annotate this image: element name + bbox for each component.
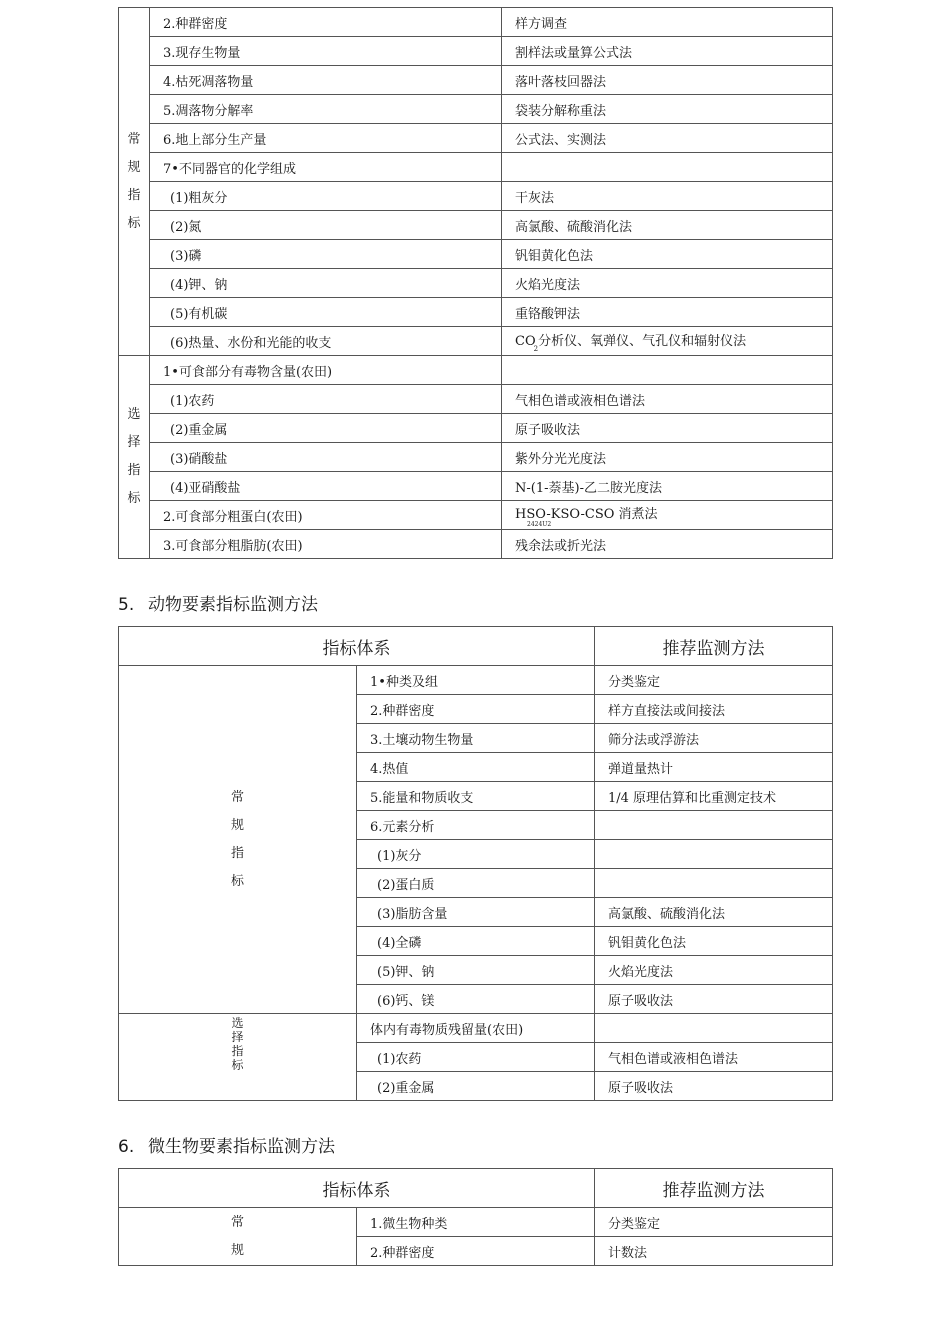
method-cell: 样方调查 [502, 8, 833, 37]
method-cell: N-(1-萘基)-乙二胺光度法 [502, 472, 833, 501]
indicator-cell: 4.热值 [357, 753, 595, 782]
method-cell: 紫外分光光度法 [502, 443, 833, 472]
table-row [119, 666, 833, 695]
indicator-cell: (2)氮 [150, 211, 502, 240]
section-number: 5. [118, 595, 135, 615]
method-cell: 残余法或折光法 [502, 530, 833, 559]
indicator-cell: 6.地上部分生产量 [150, 124, 502, 153]
method-prefix: CO [515, 333, 536, 349]
method-cell: 钒钼黄化色法 [595, 927, 833, 956]
header-recommended-method: 推荐监测方法 [595, 1169, 833, 1208]
section-number: 6. [118, 1137, 135, 1157]
method-cell [595, 811, 833, 840]
indicator-cell: 3.土壤动物生物量 [357, 724, 595, 753]
table-row [119, 95, 833, 124]
indicator-cell: 1•种类及组 [357, 666, 595, 695]
indicator-cell: (6)热量、水份和光能的收支 [150, 327, 502, 356]
table-row [119, 298, 833, 327]
indicator-cell: 2.种群密度 [357, 1237, 595, 1266]
method-cell [502, 153, 833, 182]
table-row [119, 1208, 833, 1237]
table-row [119, 414, 833, 443]
indicator-cell: 7•不同器官的化学组成 [150, 153, 502, 182]
table-row [119, 37, 833, 66]
category-label-cell [119, 356, 150, 559]
table-row [119, 124, 833, 153]
table-row [119, 211, 833, 240]
table-row [119, 153, 833, 182]
indicator-cell: (2)重金属 [357, 1072, 595, 1101]
table-row [119, 501, 833, 530]
method-cell [595, 1014, 833, 1043]
table-row [119, 66, 833, 95]
method-cell [502, 501, 833, 530]
method-cell [595, 869, 833, 898]
table-row [119, 356, 833, 385]
method-cell: 火焰光度法 [502, 269, 833, 298]
method-cell: 弹道量热计 [595, 753, 833, 782]
indicator-cell: (1)农药 [150, 385, 502, 414]
indicator-cell: (2)蛋白质 [357, 869, 595, 898]
table-row [119, 182, 833, 211]
indicator-cell: 1.微生物种类 [357, 1208, 595, 1237]
section-6-title [118, 1132, 335, 1157]
table-row [119, 240, 833, 269]
table-row [119, 8, 833, 37]
table-row [119, 1014, 833, 1043]
indicator-cell: (3)磷 [150, 240, 502, 269]
plant-indicator-table [118, 7, 833, 559]
method-cell: 公式法、实测法 [502, 124, 833, 153]
indicator-cell: 3.可食部分粗脂肪(农田) [150, 530, 502, 559]
indicator-cell: (1)农药 [357, 1043, 595, 1072]
section-heading: 动物要素指标监测方法 [148, 595, 318, 615]
indicator-cell: (3)硝酸盐 [150, 443, 502, 472]
indicator-cell: (6)钙、镁 [357, 985, 595, 1014]
method-cell: 袋装分解称重法 [502, 95, 833, 124]
method-subscript: 2 [533, 344, 539, 353]
table-row [119, 269, 833, 298]
method-cell: 干灰法 [502, 182, 833, 211]
method-rest: 分析仪、氧弹仪、气孔仪和辐射仪法 [538, 333, 747, 349]
category-label-cell [119, 1014, 357, 1101]
section-heading: 微生物要素指标监测方法 [148, 1137, 335, 1157]
indicator-cell: 5.凋落物分解率 [150, 95, 502, 124]
table-row [119, 443, 833, 472]
indicator-cell: 体内有毒物质残留量(农田) [357, 1014, 595, 1043]
category-label: 选择指标 [231, 1016, 244, 1072]
header-recommended-method: 推荐监测方法 [595, 627, 833, 666]
indicator-cell: (4)全磷 [357, 927, 595, 956]
method-cell [502, 356, 833, 385]
method-cell: 分类鉴定 [595, 1208, 833, 1237]
method-cell: 气相色谱或液相色谱法 [595, 1043, 833, 1072]
indicator-cell: (5)钾、钠 [357, 956, 595, 985]
method-cell [502, 327, 833, 356]
table-header-row [119, 1169, 833, 1208]
method-cell: 分类鉴定 [595, 666, 833, 695]
method-cell: 计数法 [595, 1237, 833, 1266]
method-cell: 重铬酸钾法 [502, 298, 833, 327]
method-cell: 高氯酸、硫酸消化法 [595, 898, 833, 927]
indicator-cell: (1)灰分 [357, 840, 595, 869]
method-cell: 样方直接法或间接法 [595, 695, 833, 724]
indicator-cell: 2.种群密度 [357, 695, 595, 724]
method-cell: 气相色谱或液相色谱法 [502, 385, 833, 414]
method-cell: 原子吸收法 [595, 1072, 833, 1101]
method-cell: 1/4 原理估算和比重测定技术 [595, 782, 833, 811]
indicator-cell: 6.元素分析 [357, 811, 595, 840]
indicator-cell: 4.枯死凋落物量 [150, 66, 502, 95]
method-cell: 火焰光度法 [595, 956, 833, 985]
indicator-cell: 3.现存生物量 [150, 37, 502, 66]
indicator-cell: (3)脂肪含量 [357, 898, 595, 927]
category-label-cell [119, 666, 357, 1014]
animal-indicator-table [118, 626, 833, 1101]
method-tiny-subscripts: 2424U2 [527, 520, 552, 528]
indicator-cell: (4)亚硝酸盐 [150, 472, 502, 501]
method-cell: 落叶落枝回器法 [502, 66, 833, 95]
category-label-cell [119, 8, 150, 356]
table-row [119, 530, 833, 559]
category-label: 常规 [231, 1214, 245, 1258]
method-text: HSO-KSO-CSO 消煮法 [515, 506, 658, 522]
method-cell [595, 840, 833, 869]
indicator-cell: (4)钾、钠 [150, 269, 502, 298]
table-row [119, 385, 833, 414]
table-row [119, 327, 833, 356]
category-label: 常规指标 [231, 789, 245, 889]
indicator-cell: 1•可食部分有毒物含量(农田) [150, 356, 502, 385]
table-header-row [119, 627, 833, 666]
category-label: 选择指标 [127, 407, 141, 506]
table-row [119, 472, 833, 501]
category-label: 常规指标 [127, 131, 141, 231]
microbe-indicator-table [118, 1168, 833, 1266]
method-cell: 高氯酸、硫酸消化法 [502, 211, 833, 240]
category-label-cell [119, 1208, 357, 1266]
method-cell: 原子吸收法 [502, 414, 833, 443]
indicator-cell: 2.种群密度 [150, 8, 502, 37]
method-cell: 割样法或量算公式法 [502, 37, 833, 66]
indicator-cell: 2.可食部分粗蛋白(农田) [150, 501, 502, 530]
section-5-title [118, 590, 318, 615]
header-indicator-system: 指标体系 [119, 627, 595, 666]
method-cell: 筛分法或浮游法 [595, 724, 833, 753]
indicator-cell: (1)粗灰分 [150, 182, 502, 211]
method-cell: 钒钼黄化色法 [502, 240, 833, 269]
indicator-cell: 5.能量和物质收支 [357, 782, 595, 811]
method-cell: 原子吸收法 [595, 985, 833, 1014]
indicator-cell: (5)有机碳 [150, 298, 502, 327]
indicator-cell: (2)重金属 [150, 414, 502, 443]
header-indicator-system: 指标体系 [119, 1169, 595, 1208]
